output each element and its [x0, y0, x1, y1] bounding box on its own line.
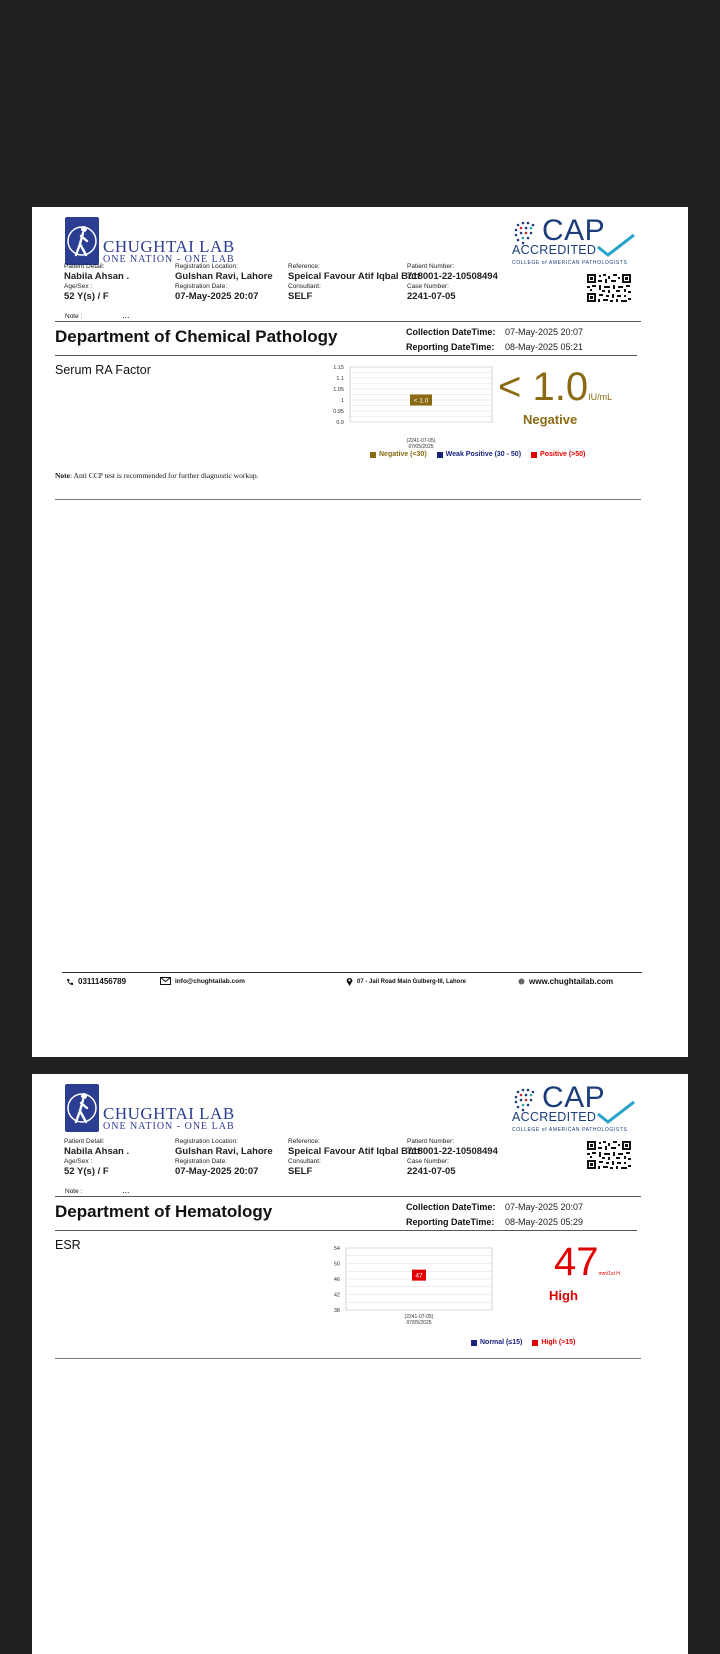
- lab-tagline: ONE NATION - ONE LAB: [103, 254, 235, 265]
- legend-label: Normal (≤15): [480, 1339, 523, 1346]
- registration-block: [175, 1138, 273, 1178]
- reg-location-label: Registration Location:: [175, 1138, 238, 1145]
- cap-college-label: COLLEGE of AMERICAN PATHOLOGISTS: [512, 1127, 628, 1133]
- y-tick-label: 1.15: [333, 365, 344, 371]
- mail-icon: [160, 977, 171, 985]
- y-tick-label: 54: [333, 1246, 340, 1252]
- x-tick-label: (2241-07-05): [404, 1314, 434, 1320]
- reporting-datetime-label: Reporting DateTime:: [406, 1217, 495, 1227]
- legend-swatch: [437, 452, 443, 458]
- y-tick-label: 50: [333, 1261, 340, 1268]
- walking-man-icon: [65, 1084, 99, 1132]
- patient-number-block: [407, 263, 498, 303]
- legend-label: High (>15): [541, 1339, 576, 1346]
- legend-swatch: [531, 452, 537, 458]
- cap-accreditation-logo: [512, 1081, 662, 1136]
- lab-logo: [65, 1084, 275, 1134]
- cap-accredited-label: ACCREDITED: [512, 243, 597, 257]
- consultant-label: Consultant:: [288, 283, 321, 290]
- reference-block: [288, 1138, 421, 1178]
- result-value-block: [554, 1242, 620, 1282]
- reference-block: [288, 263, 421, 303]
- qr-code-icon: [586, 273, 632, 303]
- department-title: Department of Hematology: [55, 1202, 273, 1221]
- reg-location: Gulshan Ravi, Lahore: [175, 1146, 273, 1157]
- case-number: 2241-07-05: [407, 291, 456, 302]
- reg-location: Gulshan Ravi, Lahore: [175, 271, 273, 282]
- patient-detail-label: Patient Detail:: [64, 263, 105, 270]
- globe-icon: [518, 978, 525, 985]
- legend-item: [531, 451, 585, 458]
- x-tick-label: (2241-07-05): [406, 438, 436, 444]
- divider: [55, 1230, 637, 1231]
- patient-name-block: [64, 263, 129, 303]
- footer-address: [346, 977, 466, 986]
- reporting-datetime: 08-May-2025 05:29: [505, 1217, 584, 1227]
- walking-man-icon: [65, 217, 99, 265]
- y-tick-label: 38: [333, 1308, 340, 1314]
- reporting-datetime-label: Reporting DateTime:: [406, 342, 495, 352]
- data-label: < 1.0: [413, 397, 429, 405]
- y-tick-label: 0.9: [336, 420, 344, 426]
- report-page-1: [32, 207, 688, 1057]
- reg-location-label: Registration Location:: [175, 263, 238, 270]
- collection-datetime: 07-May-2025 20:07: [505, 327, 584, 337]
- consultant-label: Consultant:: [288, 1158, 321, 1165]
- reference: Speical Favour Atif Iqbal Butt: [288, 271, 421, 282]
- collection-datetime-label: Collection DateTime:: [406, 327, 496, 337]
- collection-datetime-label: Collection DateTime:: [406, 1202, 496, 1212]
- cap-accredited-label: ACCREDITED: [512, 1110, 597, 1124]
- divider: [55, 1196, 641, 1197]
- legend-label: Positive (>50): [540, 451, 586, 458]
- cap-mark: CAP: [542, 1081, 606, 1114]
- case-number: 2241-07-05: [407, 1166, 456, 1177]
- reference-label: Reference:: [288, 263, 320, 270]
- patient-number-block: [407, 1138, 498, 1178]
- footnote-text: : Anti CCP test is recommended for further diagnostic workup.: [70, 471, 259, 480]
- footnote: [55, 471, 258, 480]
- checkmark-icon: [596, 233, 636, 259]
- registration-block: [175, 263, 273, 303]
- test-name: ESR: [55, 1238, 81, 1252]
- x-tick-label: 07/05/2025: [408, 444, 434, 450]
- legend-item: [532, 1339, 575, 1346]
- y-tick-label: 1.1: [336, 376, 344, 382]
- data-label: 47: [415, 1272, 423, 1280]
- collection-datetime: 07-May-2025 20:07: [505, 1202, 584, 1212]
- email-link[interactable]: info@chughtailab.com: [175, 977, 245, 985]
- reg-date: 07-May-2025 20:07: [175, 1166, 259, 1177]
- divider: [55, 355, 637, 356]
- cap-college-label: COLLEGE of AMERICAN PATHOLOGISTS: [512, 260, 628, 266]
- footer-email: [160, 977, 245, 985]
- y-tick-label: 1.05: [333, 387, 344, 393]
- age-sex: 52 Y(s) / F: [64, 1166, 109, 1177]
- age-sex-label: Age/Sex :: [64, 283, 93, 290]
- report-page-2: [32, 1074, 688, 1654]
- consultant: SELF: [288, 291, 313, 302]
- result-value: < 1.0: [498, 365, 589, 409]
- reg-date-label: Registration Date:: [175, 283, 228, 290]
- location-pin-icon: [346, 977, 353, 986]
- result-chart-svg: [292, 1240, 492, 1336]
- legend-swatch: [370, 452, 376, 458]
- cap-accreditation-logo: [512, 214, 662, 269]
- x-tick-label: 07/05/2025: [406, 1320, 432, 1326]
- note-value: ...: [122, 1185, 130, 1195]
- consultant: SELF: [288, 1166, 313, 1177]
- result-value: 47: [554, 1240, 599, 1284]
- lab-logo: [65, 217, 275, 267]
- reg-date-label: Registration Date:: [175, 1158, 228, 1165]
- qr-code-icon: [586, 1140, 632, 1170]
- website-link[interactable]: www.chughtailab.com: [529, 977, 614, 986]
- result-chart-svg: [292, 359, 492, 449]
- page-footer: [62, 972, 642, 994]
- result-value-block: [498, 367, 612, 407]
- lab-name: CHUGHTAI LAB: [103, 237, 235, 256]
- note-label: Note :: [65, 1188, 83, 1195]
- age-sex-label: Age/Sex :: [64, 1158, 93, 1165]
- patient-number: 718001-22-10508494: [407, 271, 498, 282]
- cap-mark: CAP: [542, 214, 606, 247]
- footer-website: [518, 977, 613, 986]
- legend-swatch: [471, 1340, 477, 1346]
- case-number-label: Case Number:: [407, 283, 449, 290]
- department-title: Department of Chemical Pathology: [55, 327, 338, 346]
- result-interpretation: High: [549, 1288, 578, 1303]
- chart-legend: [370, 451, 585, 458]
- y-tick-label: 42: [333, 1292, 340, 1299]
- result-chart: [292, 359, 492, 449]
- legend-item: [437, 451, 521, 458]
- patient-number-label: Patient Number:: [407, 1138, 454, 1145]
- result-unit: IU/mL: [588, 392, 613, 402]
- chart-legend: [471, 1339, 575, 1346]
- y-tick-label: 0.95: [333, 409, 344, 415]
- divider: [55, 499, 641, 500]
- age-sex: 52 Y(s) / F: [64, 291, 109, 302]
- legend-label: Negative (<30): [379, 451, 427, 458]
- reg-date: 07-May-2025 20:07: [175, 291, 259, 302]
- reference-label: Reference:: [288, 1138, 320, 1145]
- patient-name-block: [64, 1138, 129, 1178]
- reference: Speical Favour Atif Iqbal Butt: [288, 1146, 421, 1157]
- phone-icon: [66, 978, 74, 986]
- case-number-label: Case Number:: [407, 1158, 449, 1165]
- footer-phone: [66, 977, 126, 986]
- footnote-label: Note: [55, 471, 70, 480]
- result-unit: mm/1st H: [598, 1271, 620, 1277]
- address: 07 - Jail Road Main Gulberg-III, Lahore: [357, 978, 467, 985]
- legend-item: [370, 451, 427, 458]
- y-tick-label: 1: [340, 398, 344, 404]
- lab-tagline: ONE NATION - ONE LAB: [103, 1121, 235, 1132]
- checkmark-icon: [596, 1100, 636, 1126]
- legend-item: [471, 1339, 522, 1346]
- patient-number: 718001-22-10508494: [407, 1146, 498, 1157]
- patient-number-label: Patient Number:: [407, 263, 454, 270]
- test-name: Serum RA Factor: [55, 363, 151, 377]
- divider: [55, 1358, 641, 1359]
- legend-swatch: [532, 1340, 538, 1346]
- reporting-datetime: 08-May-2025 05:21: [505, 342, 584, 352]
- divider: [55, 321, 641, 322]
- phone-number[interactable]: 03111456789: [78, 977, 127, 986]
- note-label: Note :: [65, 313, 83, 320]
- note-value: ...: [122, 310, 130, 320]
- lab-name: CHUGHTAI LAB: [103, 1104, 235, 1123]
- result-interpretation: Negative: [523, 412, 578, 427]
- patient-name: Nabila Ahsan .: [64, 271, 130, 282]
- y-tick-label: 46: [333, 1277, 340, 1283]
- patient-name: Nabila Ahsan .: [64, 1146, 130, 1157]
- patient-detail-label: Patient Detail:: [64, 1138, 105, 1145]
- legend-label: Weak Positive (30 - 50): [445, 451, 522, 458]
- result-chart: [292, 1240, 492, 1336]
